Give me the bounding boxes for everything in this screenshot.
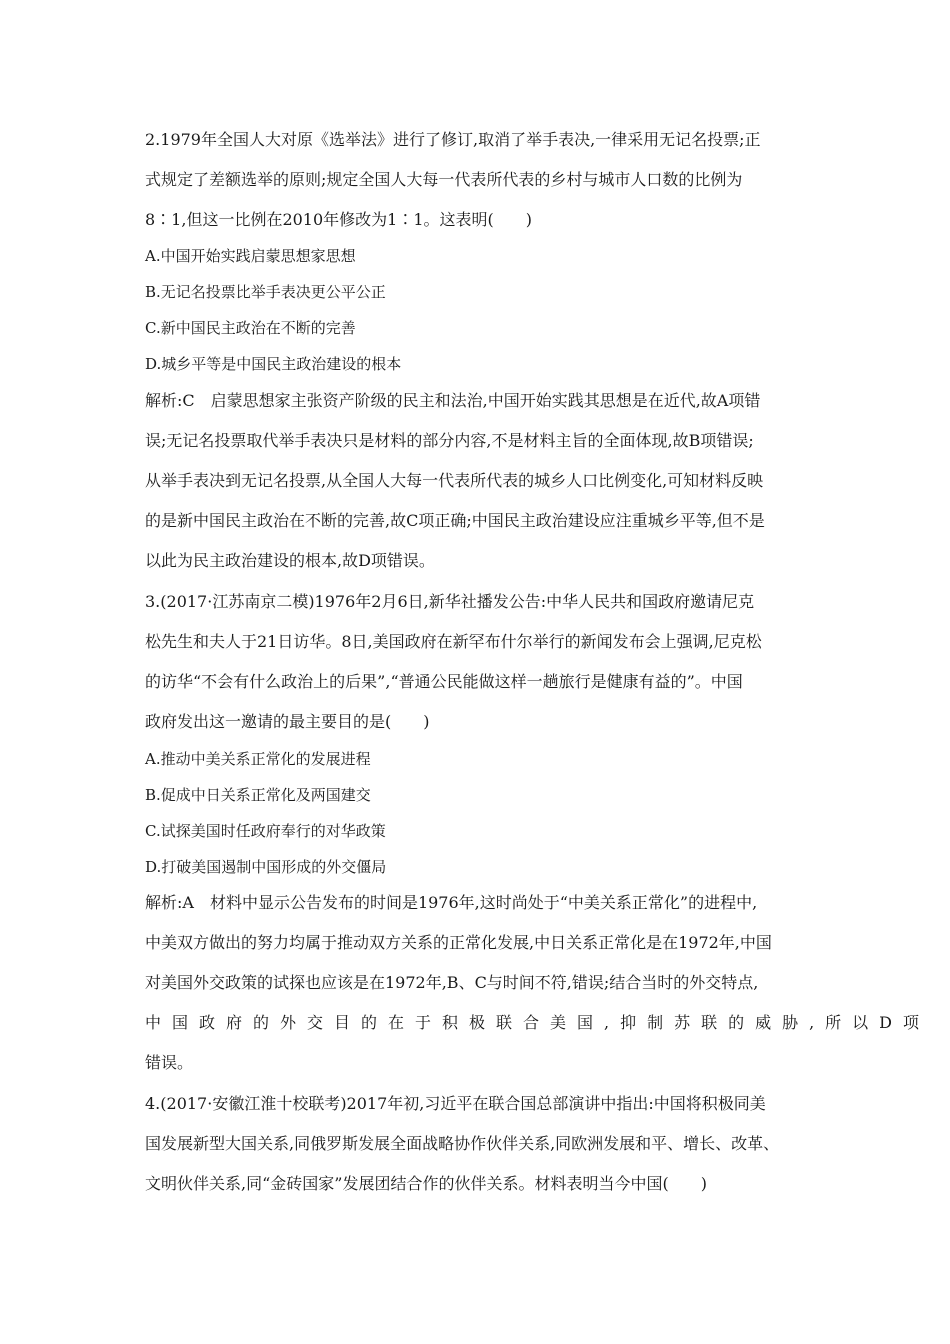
- question-2-stem-line-1: 2.1979年全国人大对原《选举法》进行了修订,取消了举手表决,一律采用无记名投票;正: [145, 130, 761, 149]
- question-3-analysis-line-2: 中美双方做出的努力均属于推动双方关系的正常化发展,中日关系正常化是在1972年,中国: [145, 933, 772, 952]
- question-2-option-a: A.中国开始实践启蒙思想家思想: [145, 247, 356, 265]
- question-2-stem-line-2: 式规定了差额选举的原则;规定全国人大每一代表所代表的乡村与城市人口数的比例为: [145, 170, 743, 189]
- question-2-analysis-line-3: 从举手表决到无记名投票,从全国人大每一代表所代表的城乡人口比例变化,可知材料反映: [145, 471, 764, 490]
- question-3-stem-line-1: 3.(2017·江苏南京二模)1976年2月6日,新华社播发公告:中华人民共和国政府邀请尼克: [145, 592, 755, 611]
- question-3-option-c: C.试探美国时任政府奉行的对华政策: [145, 822, 386, 840]
- question-3-stem-line-3: 的访华“不会有什么政治上的后果”,“普通公民能做这样一趟旅行是健康有益的”。中国: [145, 672, 743, 691]
- question-4-stem-line-3: 文明伙伴关系,同“金砖国家”发展团结合作的伙伴关系。材料表明当今中国( ): [145, 1174, 707, 1193]
- question-3-analysis-line-4: 中国政府的外交目的在于积极联合美国,抑制苏联的威胁,所以D项: [145, 1013, 931, 1032]
- question-3-option-b: B.促成中日关系正常化及两国建交: [145, 786, 371, 804]
- question-3-stem-line-4: 政府发出这一邀请的最主要目的是( ): [145, 712, 430, 731]
- question-3-stem-line-2: 松先生和夫人于21日访华。8日,美国政府在新罕布什尔举行的新闻发布会上强调,尼克松: [145, 632, 762, 651]
- question-2-stem-line-3: 8∶1,但这一比例在2010年修改为1∶1。这表明( ): [145, 210, 533, 229]
- question-2-option-c: C.新中国民主政治在不断的完善: [145, 319, 356, 337]
- question-2-option-b: B.无记名投票比举手表决更公平公正: [145, 283, 386, 301]
- question-3-analysis-line-5: 错误。: [145, 1053, 194, 1072]
- question-3-option-a: A.推动中美关系正常化的发展进程: [145, 750, 371, 768]
- question-2-analysis-line-5: 以此为民主政治建设的根本,故D项错误。: [145, 551, 435, 570]
- question-2-analysis-line-1: 解析:C 启蒙思想家主张资产阶级的民主和法治,中国开始实践其思想是在近代,故A项错: [145, 391, 761, 410]
- question-2-option-d: D.城乡平等是中国民主政治建设的根本: [145, 355, 402, 373]
- question-2-analysis-line-2: 误;无记名投票取代举手表决只是材料的部分内容,不是材料主旨的全面体现,故B项错误;: [145, 431, 754, 450]
- question-3-analysis-line-1: 解析:A 材料中显示公告发布的时间是1976年,这时尚处于“中美关系正常化”的进程中,: [145, 893, 758, 912]
- question-4-stem-line-1: 4.(2017·安徽江淮十校联考)2017年初,习近平在联合国总部演讲中指出:中国将积极同美: [145, 1094, 766, 1113]
- question-4-stem-line-2: 国发展新型大国关系,同俄罗斯发展全面战略协作伙伴关系,同欧洲发展和平、增长、改革、: [145, 1134, 780, 1153]
- question-3-analysis-line-3: 对美国外交政策的试探也应该是在1972年,B、C与时间不符,错误;结合当时的外交特点,: [145, 973, 759, 992]
- question-2-analysis-line-4: 的是新中国民主政治在不断的完善,故C项正确;中国民主政治建设应注重城乡平等,但不是: [145, 511, 765, 530]
- question-3-option-d: D.打破美国遏制中国形成的外交僵局: [145, 858, 387, 876]
